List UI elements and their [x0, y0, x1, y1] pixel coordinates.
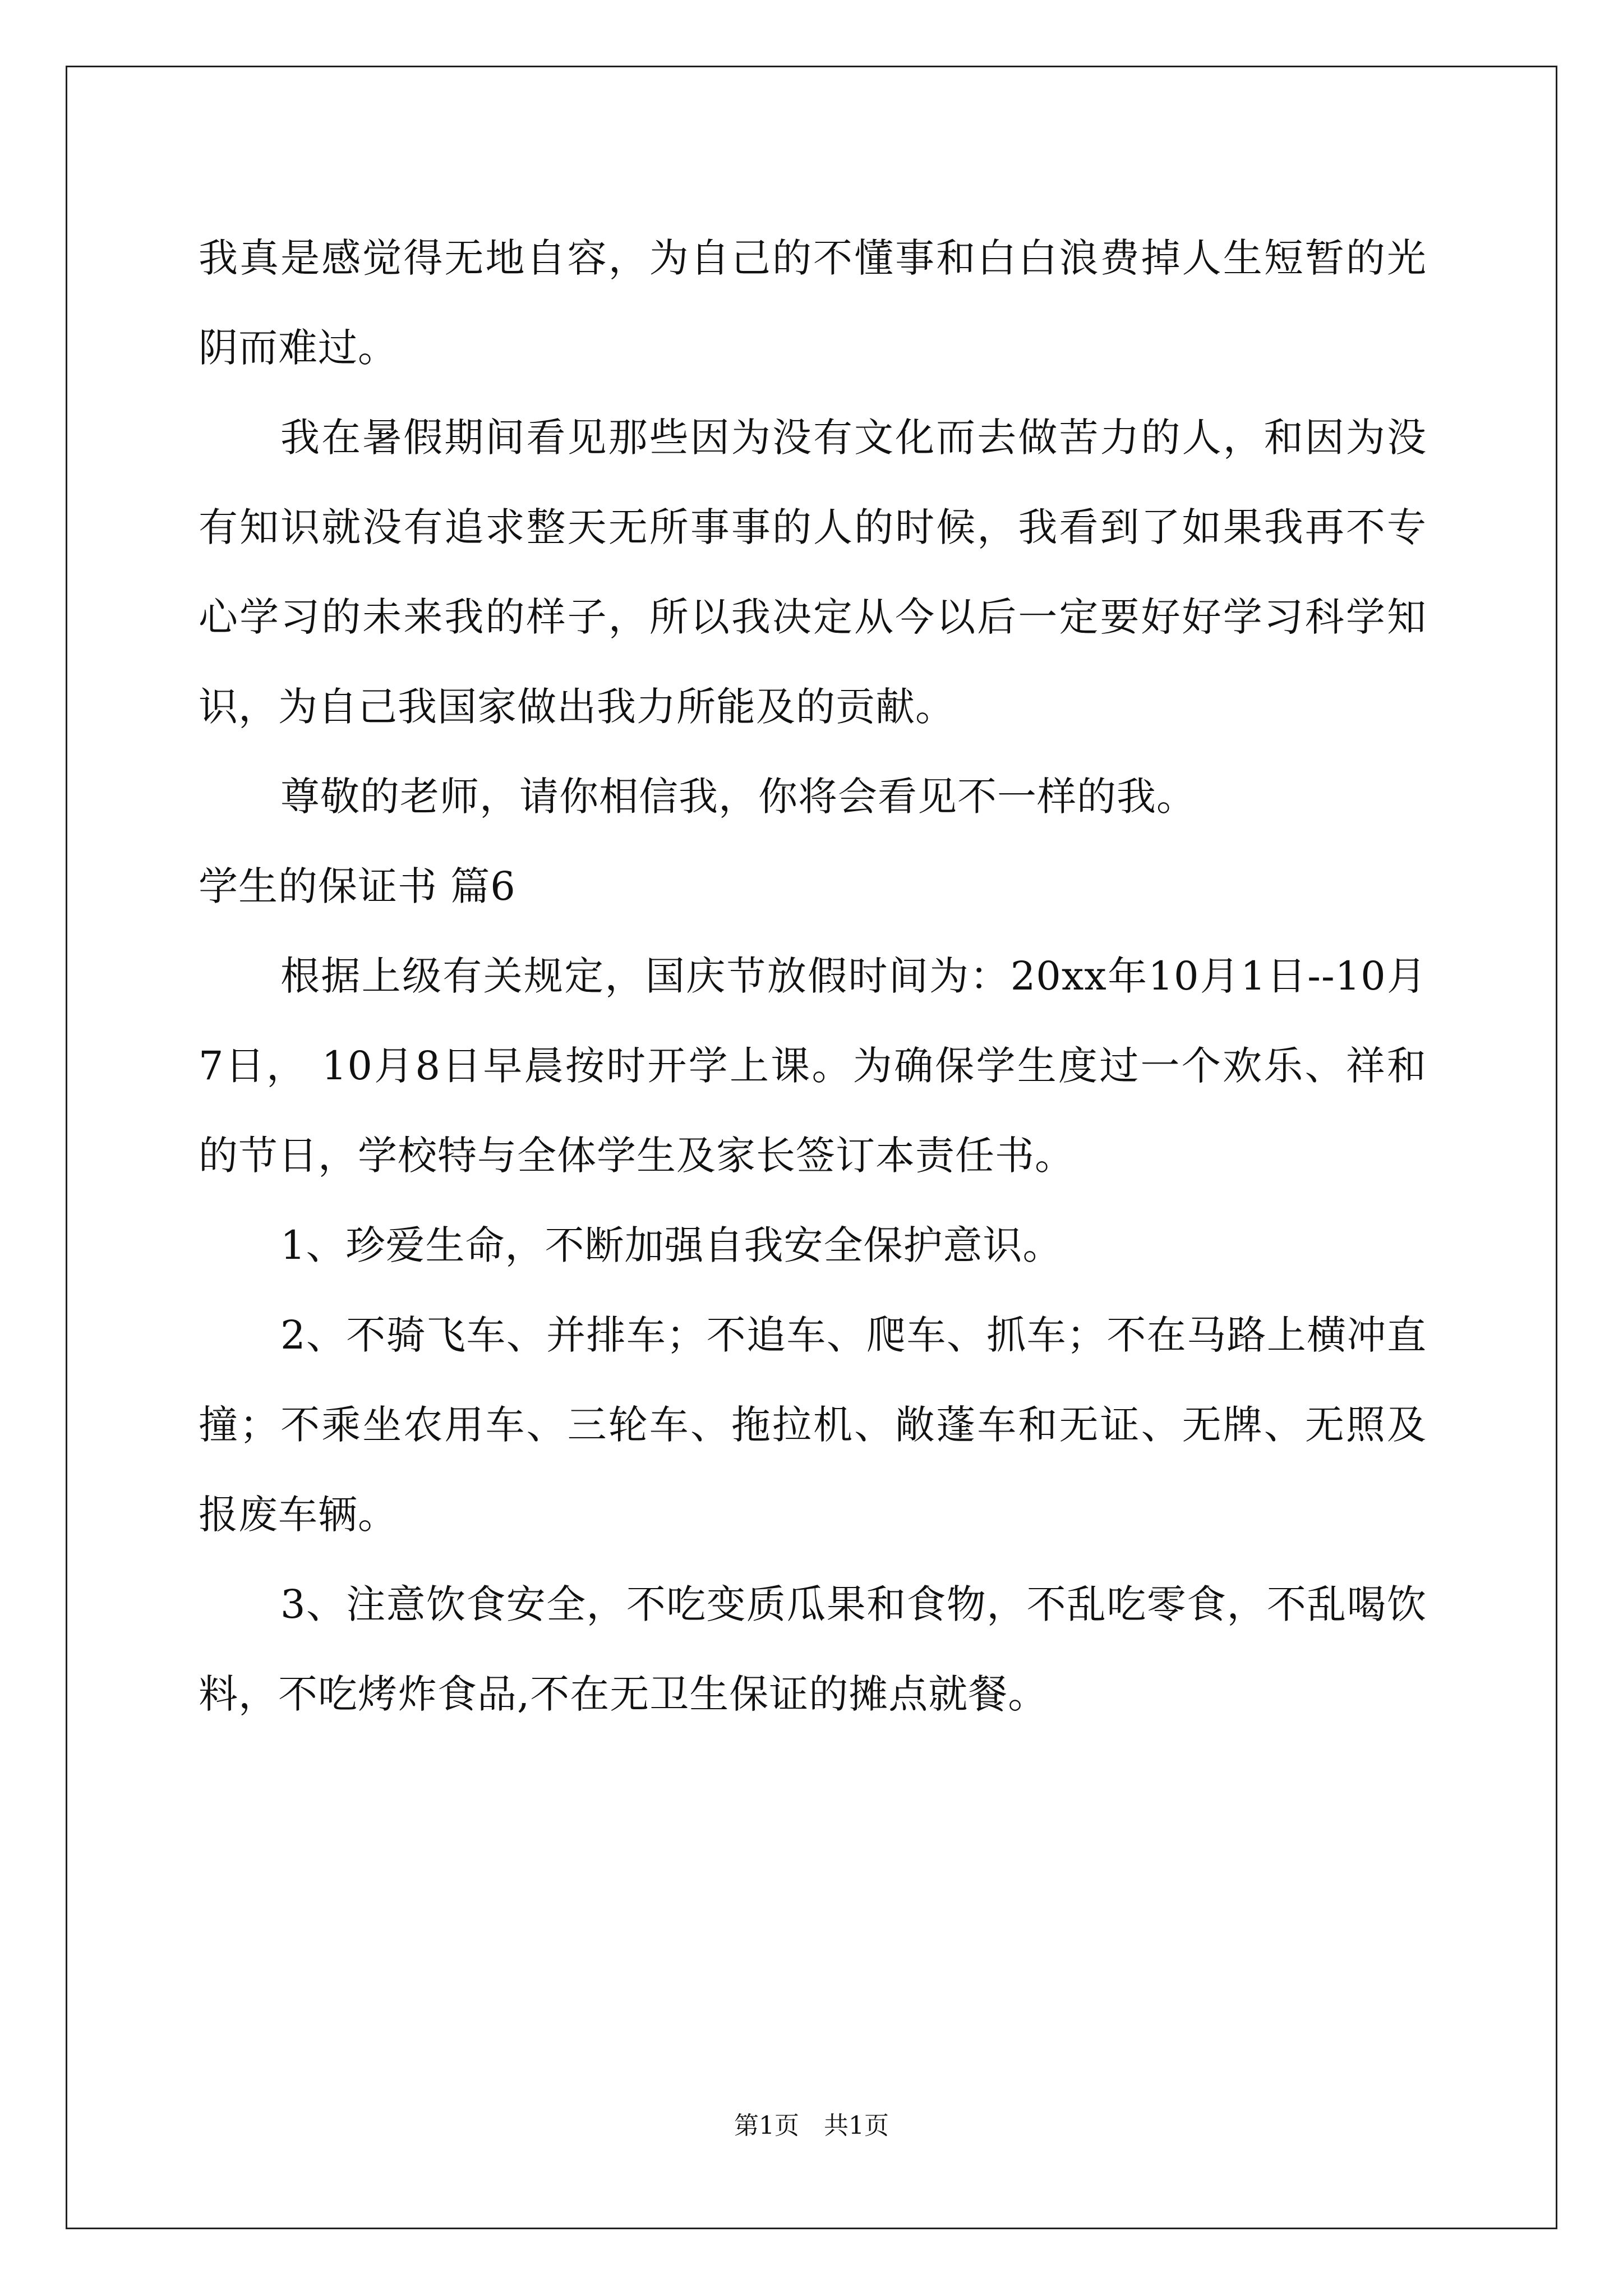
document-body [199, 213, 1427, 1739]
page-footer: 第1页 共1页 [734, 2111, 889, 2140]
rule-item-3: 3、注意饮食安全，不吃变质瓜果和食物，不乱吃零食，不乱喝饮料，不吃烤炸食品,不在无卫生保证的摊点就餐。 [199, 1581, 1427, 1717]
paragraph-holiday-notice: 根据上级有关规定，国庆节放假时间为：20xx年10月1日--10月7日， 10月8日早晨按时开学上课。为确保学生度过一个欢乐、祥和的节日，学校特与全体学生及家长签订本责任书。 [199, 953, 1427, 1179]
rule-item-2: 2、不骑飞车、并排车；不追车、爬车、抓车；不在马路上横冲直撞；不乘坐农用车、三轮车、拖拉机、敞蓬车和无证、无牌、无照及报废车辆。 [199, 1312, 1427, 1538]
paragraph-continuation: 我真是感觉得无地自容，为自己的不懂事和白白浪费掉人生短暂的光阴而难过。 [199, 235, 1427, 371]
paragraph-promise: 尊敬的老师，请你相信我，你将会看见不一样的我。 [280, 774, 1196, 820]
rule-item-1: 1、珍爱生命，不断加强自我安全保护意识。 [280, 1222, 1063, 1268]
section-heading: 学生的保证书 篇6 [199, 863, 516, 909]
paragraph-summer: 我在暑假期间看见那些因为没有文化而去做苦力的人，和因为没有知识就没有追求整天无所事事的人的时候，我看到了如果我再不专心学习的未来我的样子，所以我决定从今以后一定要好好学习科学知识，为自己我国家做出我力所能及的贡献。 [199, 415, 1427, 730]
